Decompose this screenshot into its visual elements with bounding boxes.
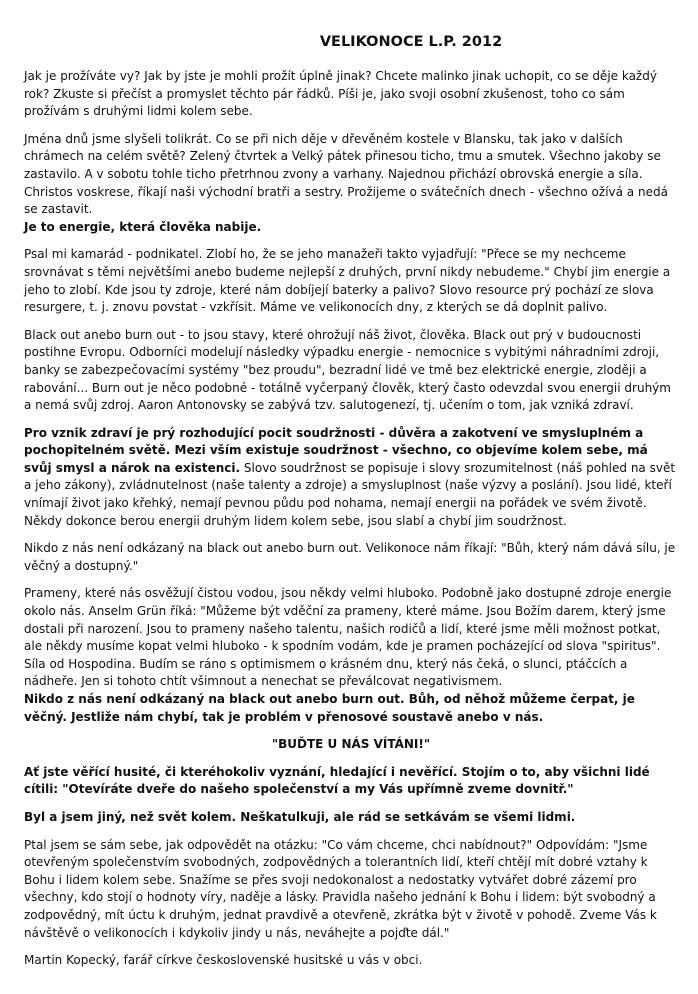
paragraph-holy-days-text: Jména dnů jsme slyšeli tolikrát. Co se při nich děje v dřevěném kostele v Blansku, tak jako v dalších chrámech na celém světě? Zelený čtvrtek a Velký pátek přinesou ticho, tmu a smutek. Všechno jakoby se zastavilo. A v sobotu tohle ticho přetrhnou zvony a varhany. Najednou přichází obrovská energie a síla. Christos voskrese, říkají naši východní bratři a sestry. Prožijeme o svátečních dnech - všechno ožívá a nedá se zastavit. (24, 131, 668, 217)
paragraph-holy-days-bold: Je to energie, která člověka nabije. (24, 219, 262, 234)
paragraph-different: Byl a jsem jiný, než svět kolem. Neškatulkuji, ale rád se setkávám se všemi lidmi. (24, 809, 576, 824)
paragraph-holy-days (24, 131, 678, 237)
paragraph-coherence-bold: Pro vznik zdraví je prý rozhodující pocit soudržnosti - důvěra a zakotvení ve smysluplném a pochopitelném světě. Mezi vším existuje soudržnost - všechno, co objevíme kolem sebe, má svůj smysl a nárok na existenci. (24, 425, 648, 475)
paragraph-answer-text: Ptal jsem se sám sebe, jak odpovědět na otázku: "Co vám chceme, chci nabídnout?" Odpovídám: "Jsme otevřeným společenstvím svobodných, zodpovědných a tolerantních lidí, kteří chtějí mít dobré vztahy k Bohu i lidem kolem sebe. Snažíme se přes svoji nedokonalost a nedostatky vytvářet dobré zázemí pro všechny, kdo stojí o hodnoty víry, naděje a lásky. Pravidla našeho jednání k Bohu i lidem: být svobodný a zodpovědný, mít úctu k druhým, jednat pravdivě a otevřeně, zkrátka být v životě v pohodě. Zveme Vás k návštěvě o velikonocích i kdykoliv jindy u nás, neváhejte a pojďte dál." (24, 837, 657, 940)
document-title: VELIKONOCE L.P. 2012 (319, 34, 503, 50)
paragraph-invitation: Ať jste věřící husité, či kteréhokoliv vyznání, hledající i nevěřící. Stojím o to, aby všichni lidé cítili: "Otevíráte dveře do našeho společenství a my Vás upřímně zveme dovnitř." (24, 764, 650, 797)
paragraph-intro (24, 68, 678, 121)
paragraph-black-out (24, 327, 678, 415)
paragraph-intro-text: Jak je prožíváte vy? Jak by jste je mohli prožít úplně jinak? Chcete malinko jinak uchopit, co se děje každý rok? Zkuste si přečíst a promyslet těchto pár řádků. Píši je, jako svoji osobní zkušenost, toho co sám prožívám s druhými lidmi kolem sebe. (24, 69, 657, 119)
paragraph-coherence (24, 425, 678, 531)
paragraph-black-out-text: Black out anebo burn out - to jsou stavy, které ohrožují náš život, člověka. Black out prý v budoucnosti postihne Evropu. Odborníci modelují následky výpadku energie - nemocnice s vybitými náhradními zdroji, banky se zabezpečovacími systémy "bez proudu", bezradní lidé ve tmě bez elektrické energie, zloději a rabování... Burn out je něco podobné - totálně vyčerpaný člověk, který často odevzdal svou energii druhým a nemá svůj zdroj. Aaron Antonovsky se zabývá tzv. salutogenezí, tj. učením o tom, jak vzniká zdraví. (24, 327, 671, 413)
paragraph-friend-text: Psal mi kamarád - podnikatel. Zlobí ho, že se jeho manažeři takto vyjadřují: "Přece se my nechceme srovnávat s těmi největšími anebo budeme nejlepší z druhých, první nikdy nebudeme." Chybí jim energie a jeho to zlobí. Kde jsou ty zdroje, které nám dobíjejí baterky a palivo? Slovo resource prý pochází ze slova resurgere, t. j. znovu povstat - vzkřísit. Máme ve velikonocích dny, z kterých se dá doplnit palivo. (24, 247, 671, 315)
paragraph-springs-bold: Nikdo z nás není odkázaný na black out anebo burn out. Bůh, od něhož můžeme čerpat, je věčný. Jestliže nám chybí, tak je problém v přenosové soustavě anebo v nás. (24, 692, 635, 724)
paragraph-springs-text: Prameny, které nás osvěžují čistou vodou, jsou někdy velmi hluboko. Podobně jako dostupné zdroje energie okolo nás. Anselm Grün říká: "Můžeme být vděční za prameny, které máme. Jsou Božím darem, který jsme dostali při narození. Jsou to prameny našeho talentu, našich rodičů a lidí, které jsme měli možnost potkat, ale někdy musíme kopat velmi hluboko - k spodním vodám, kde je pramen pocházející od slova "spiritus". Síla od Hospodina. Budím se ráno s optimismem o krásném dnu, který nás čeká, o slunci, ptáčcích a nádheře. Jen si tohoto chtít všimnout a nenechat se převálcovat negativismem. (24, 586, 672, 689)
paragraph-nobody-text: Nikdo z nás není odkázaný na black out anebo burn out. Velikonoce nám říkají: "Bůh, který nám dává sílu, je věčný a dostupný." (24, 541, 676, 573)
paragraph-nobody (24, 540, 678, 575)
welcome-heading: "BUĎTE U NÁS VÍTÁNI!" (271, 737, 431, 752)
paragraph-coherence-text: Slovo soudržnost se popisuje i slovy srozumitelnost (náš pohled na svět a jeho zákony), zvládnutelnost (naše talenty a zdroje) a smysluplnost (naše výzvy a poslání). Jsou lidé, kteří vnímají život jako křehký, nemají pevnou půdu pod nohama, nemají energii na pořádek ve svém životě. Někdy dokonce berou energii druhým lidem kolem sebe, jsou slabí a chybí jim soudržnost. (24, 460, 676, 528)
paragraph-answer (24, 837, 678, 943)
paragraph-springs (24, 585, 678, 726)
signature: Martin Kopecký, farář církve československé husitské u vás v obci. (24, 953, 423, 968)
paragraph-friend (24, 246, 678, 316)
